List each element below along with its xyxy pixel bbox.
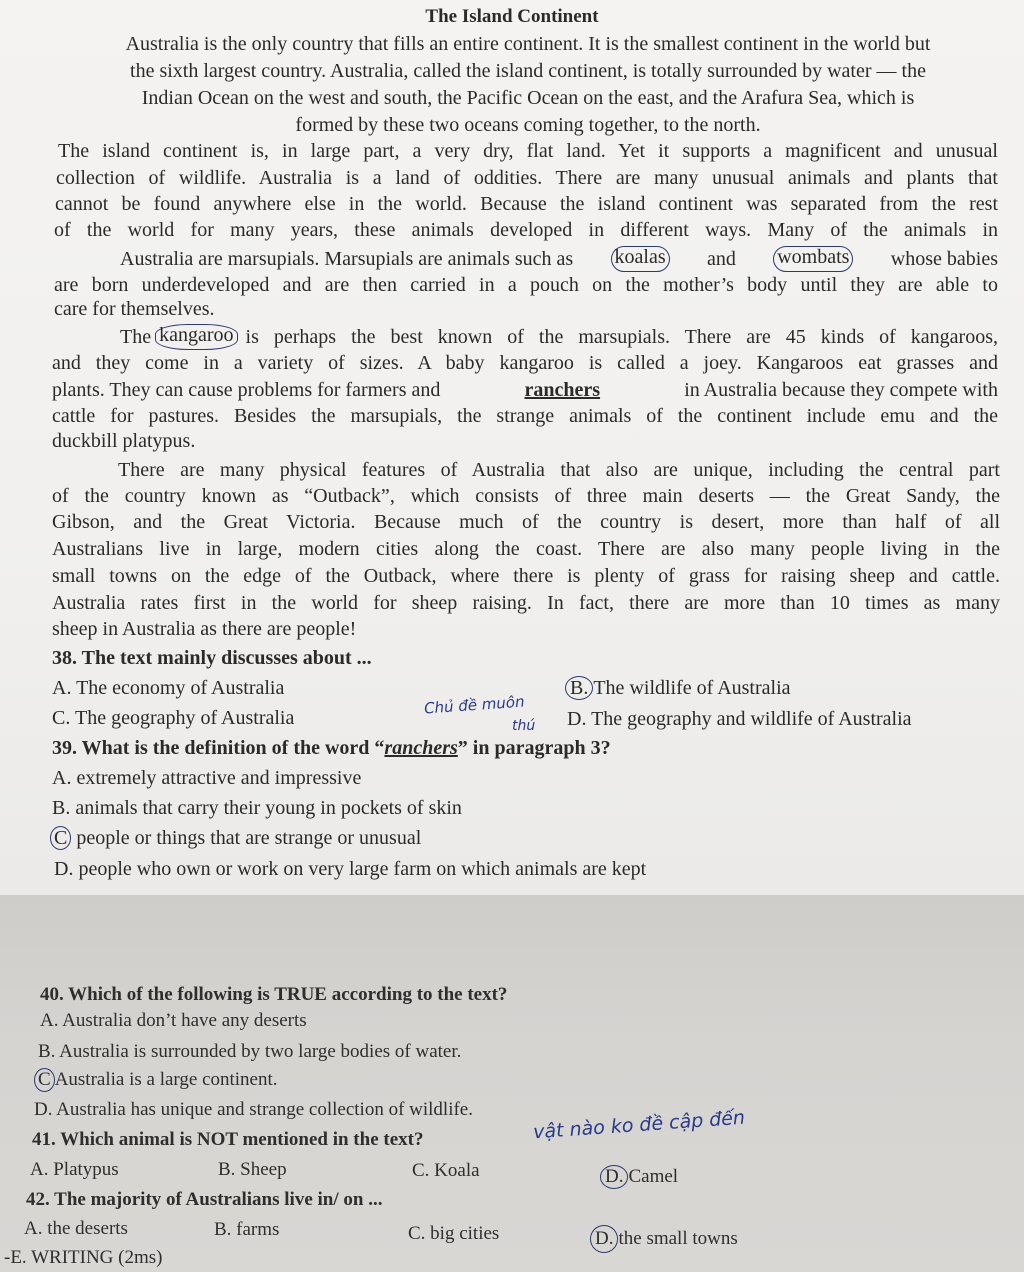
text-segment: whose babies	[890, 248, 998, 270]
kangaroo-circled: kangaroo	[155, 324, 237, 350]
handwritten-note: vật nào ko đề cập đến	[532, 1106, 746, 1144]
text-line: and they come in a variety of sizes. A baby kangaroo is called a joey. Kangaroos eat grasses and	[52, 352, 998, 374]
text-line: collection of wildlife. Australia is a land of oddities. There are many unusual animals and plants that	[56, 167, 998, 189]
option-b: B. animals that carry their young in pockets of skin	[52, 797, 462, 819]
text-line	[120, 246, 998, 272]
option-d	[600, 1164, 678, 1190]
text-line	[120, 324, 998, 350]
text-line: formed by these two oceans coming together, to the north.	[295, 114, 761, 136]
option-b: B. Sheep	[218, 1159, 287, 1180]
text-line: the sixth largest country. Australia, called the island continent, is totally surrounded by water — the	[130, 60, 926, 82]
option-c: C. The geography of Australia	[52, 707, 295, 729]
question-text: 42. The majority of Australians live in/ on ...	[26, 1189, 383, 1210]
question-text	[52, 735, 611, 761]
option-d: D. The geography and wildlife of Australia	[567, 708, 912, 730]
option-text: The wildlife of Australia	[593, 677, 791, 699]
option-a: A. Australia don’t have any deserts	[40, 1010, 307, 1031]
option-d: D. Australia has unique and strange collection of wildlife.	[34, 1099, 473, 1120]
option-c: C. Koala	[412, 1160, 480, 1181]
question-text-pre: 39. What is the definition of the word “	[52, 737, 385, 759]
text-segment: and	[706, 248, 736, 270]
section-heading: -E. WRITING (2ms)	[4, 1247, 163, 1268]
text-line: Gibson, and the Great Victoria. Because much of the country is desert, more than half of all	[52, 511, 1000, 533]
passage-title: The Island Continent	[425, 6, 599, 27]
option-a: A. the deserts	[24, 1218, 128, 1239]
text-line: Indian Ocean on the west and south, the Pacific Ocean on the east, and the Arafura Sea, which is	[141, 87, 915, 109]
option-a: A. Platypus	[30, 1159, 119, 1180]
option-text: Australia is a large continent.	[54, 1069, 278, 1090]
text-segment: is perhaps the best known of the marsupials. There are 45 kinds of kangaroos,	[245, 326, 998, 348]
question-text: 41. Which animal is NOT mentioned in the text?	[32, 1129, 424, 1150]
option-text: people or things that are strange or unusual	[76, 827, 422, 849]
text-segment: The	[120, 326, 152, 348]
ranchers-underlined: ranchers	[524, 379, 601, 401]
option-text: Camel	[628, 1166, 679, 1187]
text-line: Australia rates first in the world for sheep raising. In fact, there are more than 10 times as many	[52, 592, 1000, 614]
text-line: of the country known as “Outback”, which consists of three main deserts — the Great Sandy, the	[52, 485, 1000, 507]
text-line: cannot be found anywhere else in the world. Because the island continent was separated from the rest	[55, 193, 998, 215]
handwritten-note: Chủ đề muôn	[423, 692, 526, 718]
option-b	[565, 675, 791, 701]
text-segment: Australia are marsupials. Marsupials are animals such as	[120, 248, 574, 270]
answer-circle: C	[34, 1068, 55, 1092]
answer-circle: C	[50, 826, 71, 850]
wombats-circled: wombats	[773, 246, 853, 272]
text-line: of the world for many years, these animals developed in different ways. Many of the animals in	[54, 219, 998, 241]
text-line: Australians live in large, modern cities along the coast. There are also many people living in the	[52, 538, 1000, 560]
option-d: D. people who own or work on very large farm on which animals are kept	[54, 858, 647, 880]
handwritten-note: thú	[512, 718, 536, 734]
text-line: There are many physical features of Australia that also are unique, including the central part	[118, 459, 1000, 481]
text-line: cattle for pastures. Besides the marsupials, the strange animals of the continent include emu and the	[52, 405, 998, 427]
text-line: duckbill platypus.	[52, 430, 196, 452]
answer-circle: D.	[600, 1165, 628, 1189]
option-b: B. farms	[214, 1219, 280, 1240]
text-segment: in Australia because they compete with	[684, 379, 998, 401]
text-line: small towns on the edge of the Outback, where there is plenty of grass for raising sheep and cattle.	[52, 565, 1000, 587]
text-line: are born underdeveloped and are then carried in a pouch on the mother’s body until they are able to	[54, 274, 998, 296]
option-b: B. Australia is surrounded by two large bodies of water.	[38, 1041, 462, 1062]
option-c	[34, 1067, 278, 1093]
text-line: Australia is the only country that fills an entire continent. It is the smallest continent in the world but	[125, 33, 931, 55]
text-line: The island continent is, in large part, a very dry, flat land. Yet it supports a magnificent and unusual	[58, 140, 998, 162]
option-c	[50, 825, 421, 851]
text-line	[52, 377, 998, 403]
option-d	[590, 1225, 738, 1253]
question-keyword: ranchers	[384, 737, 458, 759]
option-a: A. The economy of Australia	[52, 677, 285, 699]
option-a: A. extremely attractive and impressive	[52, 767, 362, 789]
answer-circle: D.	[590, 1225, 618, 1253]
text-segment: plants. They can cause problems for farmers and	[52, 379, 441, 401]
text-line: sheep in Australia as there are people!	[52, 618, 357, 640]
koalas-circled: koalas	[611, 246, 670, 272]
option-c: C. big cities	[408, 1223, 500, 1244]
answer-circle: B.	[565, 676, 593, 700]
question-text-post: ” in paragraph 3?	[457, 737, 611, 759]
option-text: the small towns	[618, 1228, 738, 1249]
text-line: care for themselves.	[54, 298, 215, 320]
question-text: 40. Which of the following is TRUE according to the text?	[40, 984, 508, 1005]
question-text: 38. The text mainly discusses about ...	[52, 647, 372, 669]
